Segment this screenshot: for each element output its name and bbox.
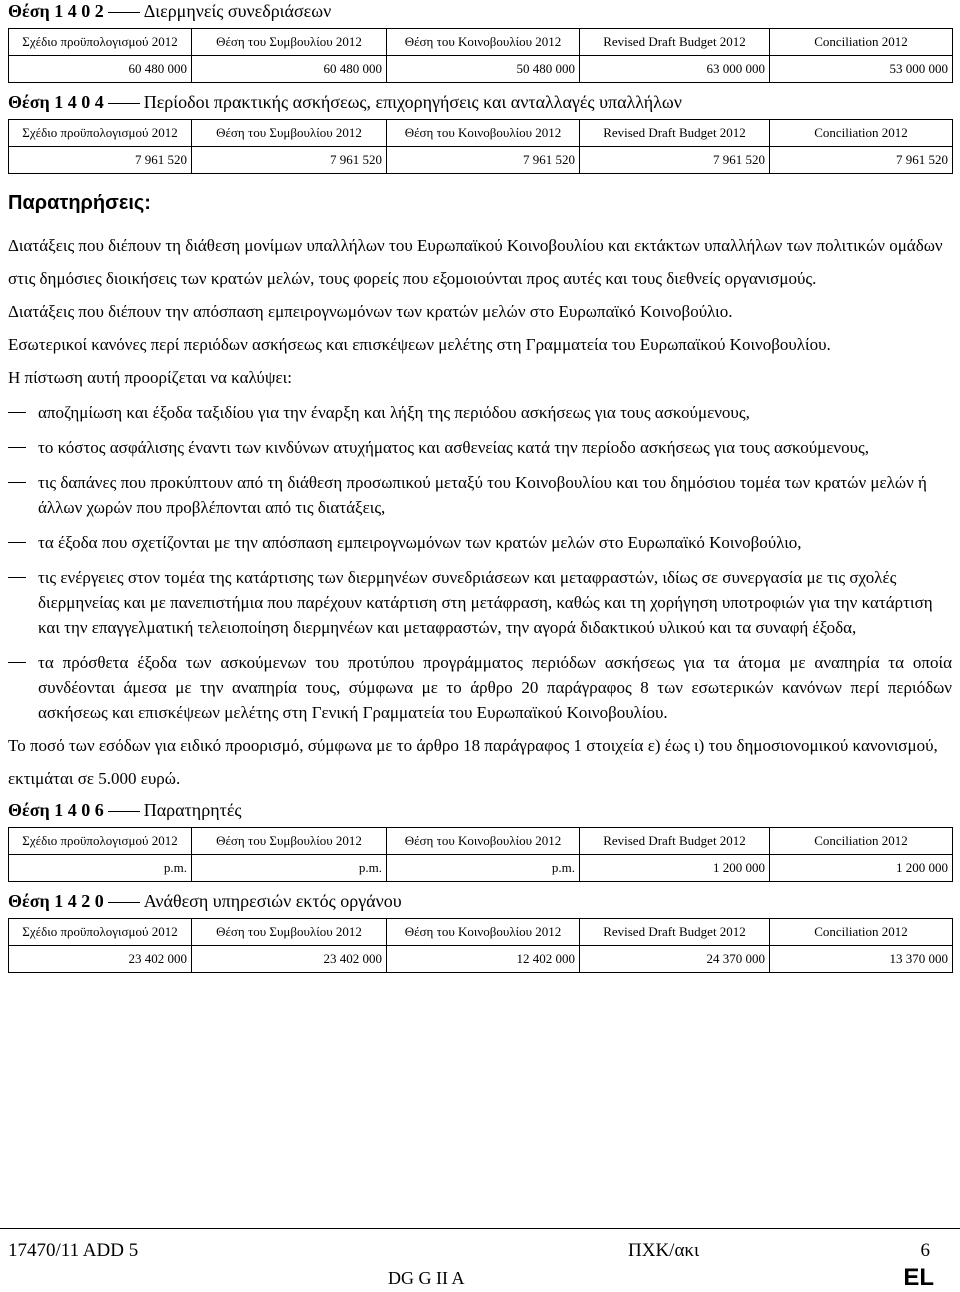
list-item-text: τις ενέργειες στον τομέα της κατάρτισης των διερμηνέων συνεδριάσεων και μεταφραστών, ιδίως σε συνεργασία με τις σχολές διερμηνείας και με πανεπιστήμια που παρέχουν κατάρτιση στη μετάφραση, καθώς και τη χορήγηση υποτροφιών για την κατάρτιση και την επαγγελματική τελειοποίηση διερμηνέων και μεταφραστών, την αγορά διδακτικού υλικού και τα συναφή έξοδα, — [38, 568, 933, 637]
remarks-paragraph: Διατάξεις που διέπουν τη διάθεση μονίμων υπαλλήλων του Ευρωπαϊκού Κοινοβουλίου και εκτάκτων υπαλλήλων των πολιτικών ομάδων στις δημόσιες διοικήσεις των κρατών μελών, τους φορείς που εξομοιούνται προς αυτές και τους διεθνείς οργανισμούς. — [8, 236, 943, 288]
table-value-row — [9, 147, 953, 174]
column-header: Σχέδιο προϋπολογισμού 2012 — [9, 29, 192, 56]
section-heading — [8, 91, 952, 113]
column-header: Σχέδιο προϋπολογισμού 2012 — [9, 919, 192, 946]
remarks-paragraph: Η πίστωση αυτή προορίζεται να καλύψει: — [8, 368, 292, 387]
column-header: Σχέδιο προϋπολογισμού 2012 — [9, 120, 192, 147]
section-heading — [8, 799, 952, 821]
budget-table — [8, 918, 953, 973]
footer-divider — [0, 1228, 960, 1229]
budget-table — [8, 827, 953, 882]
department-code: DG G II A — [388, 1268, 465, 1288]
list-item — [8, 400, 952, 425]
column-header: Σχέδιο προϋπολογισμού 2012 — [9, 828, 192, 855]
column-header: Revised Draft Budget 2012 — [580, 120, 770, 147]
column-header: Conciliation 2012 — [770, 919, 953, 946]
column-header: Revised Draft Budget 2012 — [580, 29, 770, 56]
section-title: Ανάθεση υπηρεσιών εκτός οργάνου — [143, 891, 402, 911]
column-header: Θέση του Συμβουλίου 2012 — [192, 29, 387, 56]
list-item — [8, 565, 952, 640]
table-cell: 12 402 000 — [387, 946, 580, 973]
table-cell: 53 000 000 — [770, 56, 953, 83]
table-value-row — [9, 855, 953, 882]
section-title: Περίοδοι πρακτικής ασκήσεως, επιχορηγήσεις και ανταλλαγές υπαλλήλων — [143, 92, 682, 112]
dash-separator — [108, 811, 140, 812]
budget-table — [8, 119, 953, 174]
column-header: Θέση του Κοινοβουλίου 2012 — [387, 29, 580, 56]
table-cell: p.m. — [387, 855, 580, 882]
dash-separator — [108, 12, 140, 13]
dash-bullet — [8, 542, 26, 543]
section-title: Διερμηνείς συνεδριάσεων — [143, 1, 332, 21]
remarks-paragraph: Διατάξεις που διέπουν την απόσπαση εμπειρογνωμόνων των κρατών μελών στο Ευρωπαϊκό Κοινοβούλιο. — [8, 302, 733, 321]
column-header: Conciliation 2012 — [770, 828, 953, 855]
remarks-title: Παρατηρήσεις: — [8, 192, 151, 214]
section-heading — [8, 890, 952, 912]
column-header: Θέση του Συμβουλίου 2012 — [192, 120, 387, 147]
table-cell: 7 961 520 — [770, 147, 953, 174]
column-header: Θέση του Κοινοβουλίου 2012 — [387, 120, 580, 147]
table-cell: 1 200 000 — [580, 855, 770, 882]
section-code: Θέση 1 4 0 2 — [8, 1, 104, 21]
table-cell: 7 961 520 — [580, 147, 770, 174]
column-header: Θέση του Συμβουλίου 2012 — [192, 919, 387, 946]
table-cell: 63 000 000 — [580, 56, 770, 83]
section-code: Θέση 1 4 2 0 — [8, 891, 104, 911]
table-cell: 13 370 000 — [770, 946, 953, 973]
column-header: Θέση του Κοινοβουλίου 2012 — [387, 919, 580, 946]
table-cell: 7 961 520 — [9, 147, 192, 174]
table-cell: 7 961 520 — [192, 147, 387, 174]
table-cell: 23 402 000 — [9, 946, 192, 973]
dash-separator — [108, 103, 140, 104]
dash-bullet — [8, 412, 26, 413]
remarks-bullet-list — [8, 400, 952, 725]
document-reference: 17470/11 ADD 5 — [8, 1240, 139, 1261]
column-header: Conciliation 2012 — [770, 29, 953, 56]
dash-bullet — [8, 577, 26, 578]
table-cell: p.m. — [9, 855, 192, 882]
column-header: Θέση του Κοινοβουλίου 2012 — [387, 828, 580, 855]
list-item-text: τα πρόσθετα έξοδα των ασκούμενων του προτύπου προγράμματος περιόδων ασκήσεως για τα άτομα με αναπηρία τα οποία συνδέονται άμεσα με την αναπηρία τους, σύμφωνα με το άρθρο 20 παράγραφος 8 των εσωτερικών κανόνων περί περιόδων ασκήσεως και επισκέψεων μελέτης στη Γενική Γραμματεία του Ευρωπαϊκού Κοινοβουλίου. — [38, 653, 952, 722]
table-header-row — [9, 828, 953, 855]
table-value-row — [9, 56, 953, 83]
author-code: ΠΧΚ/ακι — [628, 1240, 700, 1261]
page-footer — [8, 1240, 952, 1290]
list-item-text: τις δαπάνες που προκύπτουν από τη διάθεση προσωπικού μεταξύ του Κοινοβουλίου και του δημόσιου τομέα των κρατών μελών ή άλλων χωρών που προβλέπονται από τις διατάξεις, — [38, 473, 927, 517]
dash-separator — [108, 902, 140, 903]
section-title: Παρατηρητές — [143, 800, 242, 820]
table-cell: 1 200 000 — [770, 855, 953, 882]
dash-bullet — [8, 662, 26, 663]
list-item-text: αποζημίωση και έξοδα ταξιδίου για την έναρξη και λήξη της περιόδου ασκήσεως για τους ασκούμενους, — [38, 403, 750, 422]
document-page — [8, 0, 952, 973]
budget-table — [8, 28, 953, 83]
column-header: Θέση του Συμβουλίου 2012 — [192, 828, 387, 855]
table-header-row — [9, 29, 953, 56]
dash-bullet — [8, 447, 26, 448]
table-cell: 24 370 000 — [580, 946, 770, 973]
section-code: Θέση 1 4 0 4 — [8, 92, 104, 112]
table-cell: 23 402 000 — [192, 946, 387, 973]
table-cell: 60 480 000 — [9, 56, 192, 83]
language-code: EL — [903, 1264, 934, 1291]
section-code: Θέση 1 4 0 6 — [8, 800, 104, 820]
list-item — [8, 470, 952, 520]
table-cell: 60 480 000 — [192, 56, 387, 83]
table-value-row — [9, 946, 953, 973]
dash-bullet — [8, 482, 26, 483]
table-header-row — [9, 919, 953, 946]
remarks-paragraph: Το ποσό των εσόδων για ειδικό προορισμό, σύμφωνα με το άρθρο 18 παράγραφος 1 στοιχεία ε) έως ι) του δημοσιονομικού κανονισμού, εκτιμάται σε 5.000 ευρώ. — [8, 736, 938, 788]
table-cell: 7 961 520 — [387, 147, 580, 174]
column-header: Revised Draft Budget 2012 — [580, 828, 770, 855]
table-header-row — [9, 120, 953, 147]
list-item-text: το κόστος ασφάλισης έναντι των κινδύνων ατυχήματος και ασθενείας κατά την περίοδο ασκήσεως για τους ασκούμενους, — [38, 438, 869, 457]
list-item — [8, 530, 952, 555]
remarks-paragraph: Εσωτερικοί κανόνες περί περιόδων ασκήσεως και επισκέψεων μελέτης στη Γραμματεία του Ευρωπαϊκού Κοινοβουλίου. — [8, 335, 831, 354]
page-number: 6 — [920, 1240, 930, 1261]
table-cell: p.m. — [192, 855, 387, 882]
list-item — [8, 435, 952, 460]
column-header: Conciliation 2012 — [770, 120, 953, 147]
list-item-text: τα έξοδα που σχετίζονται με την απόσπαση εμπειρογνωμόνων των κρατών μελών στο Ευρωπαϊκό Κοινοβούλιο, — [38, 533, 802, 552]
list-item — [8, 650, 952, 725]
section-heading — [8, 0, 952, 22]
table-cell: 50 480 000 — [387, 56, 580, 83]
column-header: Revised Draft Budget 2012 — [580, 919, 770, 946]
